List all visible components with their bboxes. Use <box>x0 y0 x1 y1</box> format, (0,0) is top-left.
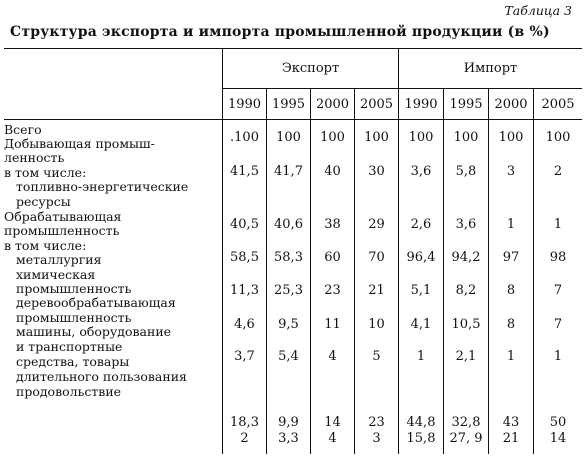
table-cell: 9,5 <box>278 317 299 332</box>
table-cell: 10,5 <box>451 317 481 332</box>
table-cell: 32,8 <box>451 415 481 430</box>
table-cell: 5,4 <box>278 349 299 364</box>
table-cell: 27, 9 <box>449 431 483 446</box>
row-label: химическая <box>16 267 96 282</box>
table-cell: 58,5 <box>230 250 259 265</box>
row-label: Обрабатывающая <box>4 209 122 224</box>
header-bottom-rule <box>4 119 582 120</box>
row-label: промышленность <box>16 281 132 296</box>
table-cell: 14 <box>324 415 341 430</box>
table-cell: 4,6 <box>234 317 255 332</box>
table-cell: 3,3 <box>278 431 299 446</box>
import-header: Импорт <box>463 61 518 76</box>
table-cell: 100 <box>320 130 345 145</box>
table-cell: 25,3 <box>274 283 303 298</box>
table-cell: 23 <box>324 283 341 298</box>
table-cell: 3,7 <box>234 349 255 364</box>
table-cell: 58,3 <box>274 250 303 265</box>
table-cell: 4 <box>328 431 337 446</box>
row-label: Добывающая промыш- <box>4 136 155 151</box>
table-cell: 5,8 <box>455 164 477 179</box>
table-cell: 1 <box>416 349 426 364</box>
table-cell: 2 <box>553 164 563 179</box>
table-cell: 1 <box>506 217 516 232</box>
table-cell: 18,3 <box>230 415 259 430</box>
year-header: 1990 <box>404 97 438 112</box>
table-cell: 5,1 <box>410 283 432 298</box>
table-cell: 40,6 <box>274 217 303 232</box>
row-label: промышленность <box>16 310 132 325</box>
table-cell: 23 <box>368 415 385 430</box>
year-header: 2005 <box>359 97 394 112</box>
table-cell: 9,9 <box>278 415 299 430</box>
row-label: в том числе: <box>4 165 87 180</box>
year-header: 2000 <box>315 97 350 112</box>
row-label: промышленность <box>4 223 120 238</box>
years-top-rule <box>223 88 582 89</box>
row-label: в том числе: <box>4 238 87 253</box>
year-header: 2005 <box>541 97 575 112</box>
table-cell: 5 <box>372 349 381 364</box>
table-cell: 100 <box>545 130 571 145</box>
row-label: топливно-энергетические <box>16 179 189 194</box>
table-title: Структура экспорта и импорта промышленной продукции (в %) <box>10 24 550 40</box>
table-cell: 29 <box>368 217 385 232</box>
table-cell: 2 <box>240 431 249 446</box>
table-cell: 7 <box>553 283 563 298</box>
row-label: длительного пользования <box>16 369 187 384</box>
table-cell: 100 <box>498 130 524 145</box>
table-cell: 11 <box>324 317 341 332</box>
row-label: средства, товары <box>16 354 130 369</box>
table-cell: 14 <box>549 431 567 446</box>
table-cell: 10 <box>368 317 385 332</box>
table-cell: 11,3 <box>230 283 259 298</box>
row-label: ресурсы <box>16 194 71 209</box>
top-rule <box>4 48 582 49</box>
table-cell: 97 <box>502 250 520 265</box>
table-cell: 7 <box>553 317 563 332</box>
table-cell: 3,6 <box>410 164 432 179</box>
table-cell: .100 <box>230 130 259 145</box>
export-header: Экспорт <box>281 61 340 76</box>
row-label: металлургия <box>16 252 102 267</box>
table-cell: 3 <box>372 431 381 446</box>
table-cell: 1 <box>553 349 563 364</box>
row-label: ленность <box>4 150 65 165</box>
table-cell: 94,2 <box>451 250 481 265</box>
table-cell: 100 <box>276 130 301 145</box>
year-header: 1990 <box>227 97 262 112</box>
row-label: Всего <box>4 122 42 137</box>
table-cell: 3,6 <box>455 217 477 232</box>
table-cell: 30 <box>368 164 385 179</box>
table-cell: 8 <box>506 283 516 298</box>
year-header: 2000 <box>494 97 528 112</box>
table-cell: 40,5 <box>230 217 259 232</box>
table-cell: 15,8 <box>406 431 436 446</box>
table-cell: 8 <box>506 317 516 332</box>
table-cell: 70 <box>368 250 385 265</box>
table-cell: 100 <box>453 130 479 145</box>
table-cell: 8,2 <box>455 283 477 298</box>
table-cell: 4,1 <box>410 317 432 332</box>
year-header: 1995 <box>271 97 306 112</box>
table-cell: 3 <box>506 164 516 179</box>
table-cell: 1 <box>553 217 563 232</box>
table-cell: 100 <box>364 130 389 145</box>
row-label: продовольствие <box>16 384 122 399</box>
table-cell: 96,4 <box>406 250 436 265</box>
table-cell: 41,5 <box>230 164 259 179</box>
table-cell: 98 <box>549 250 567 265</box>
table-cell: 50 <box>549 415 567 430</box>
table-cell: 43 <box>502 415 520 430</box>
table-cell: 40 <box>324 164 341 179</box>
table-cell: 21 <box>368 283 385 298</box>
table-cell: 41,7 <box>274 164 303 179</box>
table-cell: 2,1 <box>455 349 477 364</box>
row-label: и транспортные <box>16 339 123 354</box>
table-cell: 44,8 <box>406 415 436 430</box>
table-cell: 2,6 <box>410 217 432 232</box>
table-cell: 21 <box>502 431 520 446</box>
table-cell: 100 <box>408 130 434 145</box>
table-cell: 4 <box>328 349 337 364</box>
table-cell: 60 <box>324 250 341 265</box>
row-label: машины, оборудование <box>16 324 172 339</box>
table-cell: 1 <box>506 349 516 364</box>
table-number: Таблица 3 <box>504 3 572 18</box>
year-header: 1995 <box>449 97 483 112</box>
row-label: деревообрабатывающая <box>16 295 176 310</box>
table-cell: 38 <box>324 217 341 232</box>
